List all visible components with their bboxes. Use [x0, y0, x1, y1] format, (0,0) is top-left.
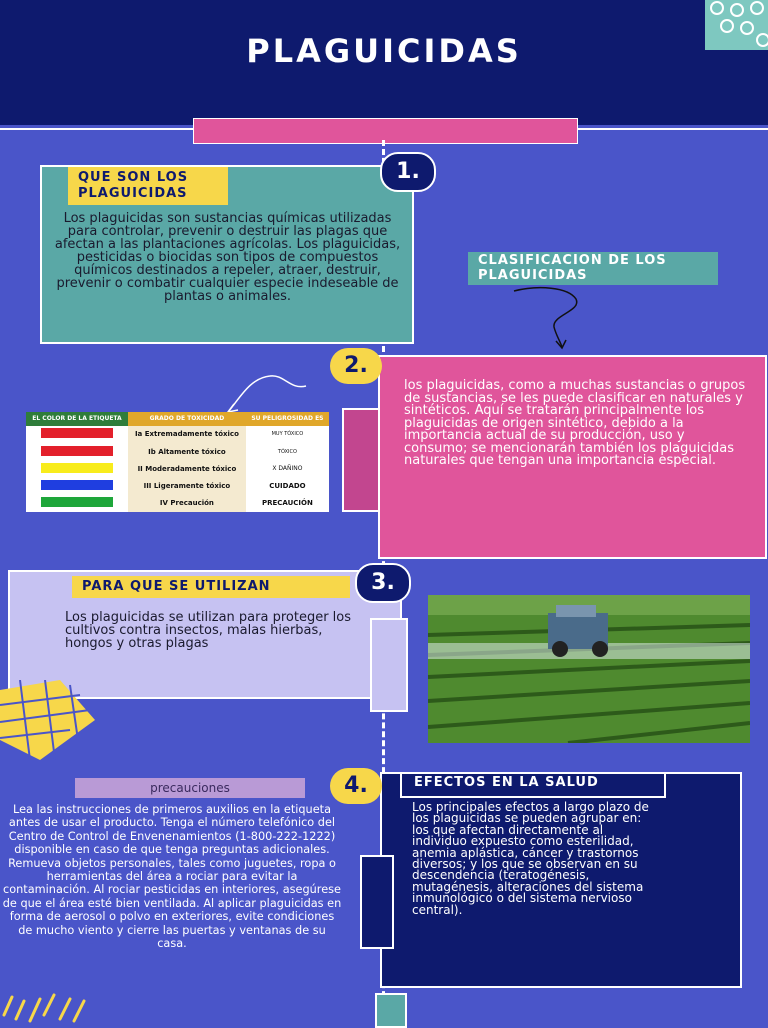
step-number-2: 2.	[330, 348, 382, 384]
step-number-4: 4.	[330, 768, 382, 804]
table-cell-grade: IV Precaución	[128, 495, 246, 512]
page-title: PLAGUICIDAS	[246, 32, 522, 70]
section1-label: QUE SON LOS PLAGUICIDAS	[68, 167, 228, 205]
color-swatch-red	[41, 446, 113, 456]
decorative-grid-left	[0, 680, 95, 760]
color-swatch-yellow	[41, 463, 113, 473]
table-cell-grade: Ia Extremadamente tóxico	[128, 426, 246, 443]
table-cell-grade: II Moderadamente tóxico	[128, 460, 246, 477]
squiggle-arrow-icon	[220, 368, 320, 416]
tractor-field-photo	[428, 595, 750, 743]
step-number-3: 3.	[355, 563, 411, 603]
table-row	[26, 460, 329, 477]
step-number-1: 1.	[380, 152, 436, 192]
classification-label: CLASIFICACION DE LOS PLAGUICIDAS	[478, 253, 667, 283]
curly-arrow-icon	[508, 283, 588, 351]
table-row	[26, 443, 329, 460]
table-row	[26, 477, 329, 494]
section3-text: Los plaguicidas se utilizan para proteger los cultivos contra insectos, malas hierbas, hongos y otras plagas	[65, 610, 352, 651]
precautions-label: precauciones	[75, 778, 305, 798]
decorative-pattern-top-right	[705, 0, 768, 50]
table-cell-grade: Ib Altamente tóxico	[128, 443, 246, 460]
table-cell-danger: MUY TÓXICO	[271, 431, 304, 438]
pink-accent-rect	[342, 408, 380, 512]
table-cell-danger: PRECAUCIÓN	[261, 499, 313, 508]
section3-label: PARA QUE SE UTILIZAN	[72, 576, 350, 598]
section1-text: Los plaguicidas son sustancias químicas utilizadas para controlar, prevenir o destruir las plagas que afectan a las plantaciones agrícolas. Los plaguicidas, pesticidas o biocidas son tipos de compuestos químicos destinados a repeler, atraer, destruir, prevenir o combatir cualquier especie indeseable de plantas o animales.	[54, 211, 401, 304]
color-swatch-red	[41, 428, 113, 438]
table-cell-danger: CUIDADO	[269, 482, 306, 491]
table-row	[26, 495, 329, 512]
section4-label: EFECTOS EN LA SALUD	[414, 775, 599, 790]
navy-accent-rect	[360, 855, 394, 949]
table-row	[26, 426, 329, 443]
table-cell-danger: TÓXICO	[277, 448, 297, 455]
lavender-accent-rect	[370, 618, 408, 712]
precautions-text: Lea las instrucciones de primeros auxilios en la etiqueta antes de usar el producto. Tenga el número telefónico del Centro de Control de Envenenamientos (1-800-222-1222) disponible en caso de que tenga preguntas adicionales. Remueva objetos personales, tales como juguetes, ropa o herramientas del área a rociar para evitar la contaminación. Al rociar pesticidas en interiores, asegúrese de que el área esté bien ventilada. Al aplicar plaguicidas en forma de aerosol o polvo en exteriores, evite condiciones de mucho viento y cierre las puertas y ventanas de su casa.	[2, 803, 342, 951]
table-header-color: EL COLOR DE LA ETIQUETA	[26, 412, 128, 426]
table-header-grade: GRADO DE TOXICIDAD	[128, 412, 246, 426]
table-cell-grade: III Ligeramente tóxico	[128, 477, 246, 494]
color-swatch-blue	[41, 480, 113, 490]
teal-accent-rect	[375, 993, 407, 1028]
table-header-danger: SU PELIGROSIDAD ES	[246, 412, 329, 426]
table-cell-danger: X DAÑINO	[272, 465, 303, 473]
section2-text: los plaguicidas, como a muchas sustancias o grupos de sustancias, se les puede clasificar en naturales y sintéticos. Aquí se tratarán principalmente los plaguicidas de origen sintético, debido a la importancia actual de su producción, uso y consumo; se mencionarán también los plaguicidas naturales que tengan una importancia especial.	[404, 378, 746, 468]
top-pink-bar	[193, 118, 578, 144]
section4-text: Los principales efectos a largo plazo de los plaguicidas se pueden agrupar en: los que afectan directamente al individuo expuesto como esterilidad, anemia aplástica, cáncer y trastornos diversos; y los que se observan en su descendencia (teratogénesis, mutagénesis, alteraciones del sistema inmunológico o del sistema nervioso central).	[412, 800, 649, 917]
decorative-pattern-bottom-left	[0, 975, 100, 1024]
toxicity-table	[26, 412, 329, 512]
color-swatch-green	[41, 497, 113, 507]
